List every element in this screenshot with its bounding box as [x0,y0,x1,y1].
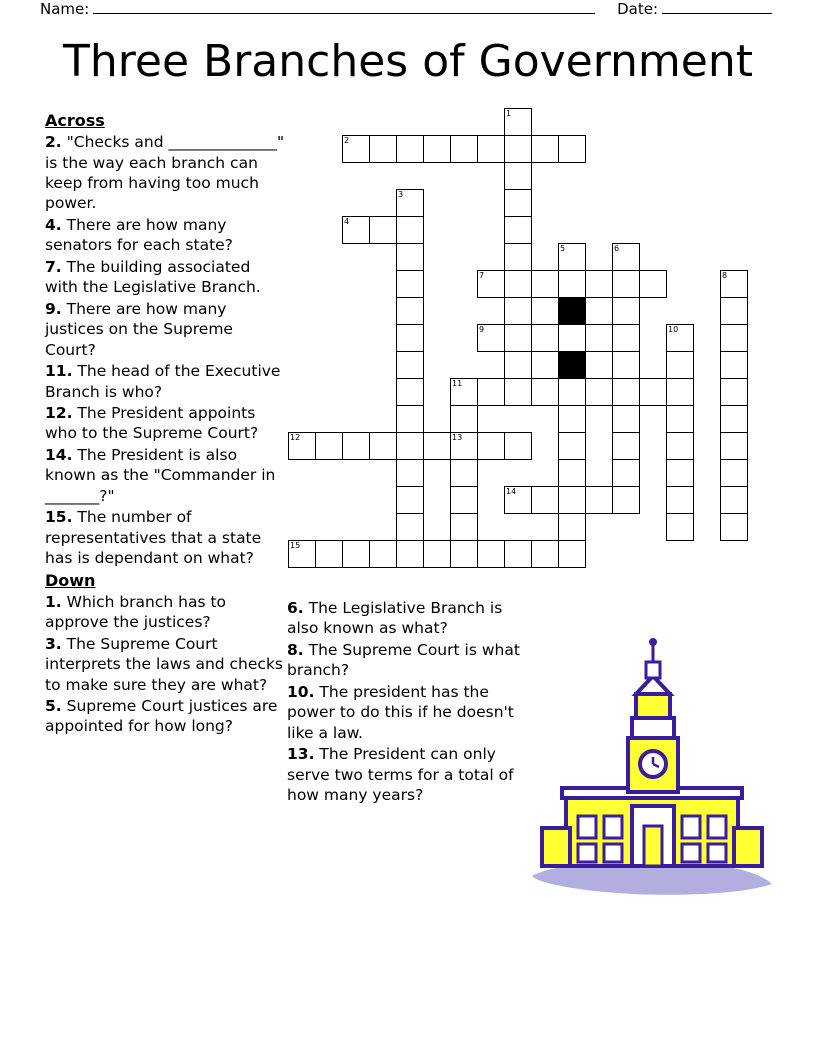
clue-text: The President appoints who to the Supreme Court? [45,404,259,443]
grid-cell-number: 1 [506,109,512,118]
clues-column-left [45,110,285,738]
grid-cell[interactable] [504,351,532,379]
grid-cell[interactable] [504,378,532,406]
grid-cell[interactable] [396,324,424,352]
grid-cell[interactable] [450,432,478,460]
grid-cell[interactable] [342,432,370,460]
grid-cell-number: 15 [290,541,301,550]
grid-cell[interactable] [396,189,424,217]
grid-cell[interactable] [558,513,586,541]
grid-cell[interactable] [666,432,694,460]
grid-cell[interactable] [396,432,424,460]
grid-cell[interactable] [666,324,694,352]
grid-cell[interactable] [720,378,748,406]
grid-cell[interactable] [666,351,694,379]
clue-item [287,744,527,805]
grid-cell[interactable] [423,540,451,568]
clue-text: "Checks and ______________" is the way each branch can keep from having too much power. [45,133,285,213]
grid-cell[interactable] [450,405,478,433]
grid-cell-number: 10 [668,325,679,334]
grid-cell[interactable] [315,432,343,460]
clue-text: There are how many senators for each state? [45,215,233,255]
clue-number: 14. [45,445,73,464]
grid-cell[interactable] [396,351,424,379]
grid-cell[interactable] [531,378,559,406]
date-label: Date: [617,0,658,18]
grid-cell[interactable] [666,378,694,406]
across-clue-list [45,132,285,569]
clue-item [45,634,285,695]
clue-number: 15. [45,508,73,527]
grid-cell[interactable] [504,162,532,190]
grid-cell[interactable] [396,405,424,433]
grid-cell[interactable] [396,216,424,244]
grid-cell[interactable] [504,108,532,136]
name-date-line [40,0,776,24]
grid-cell[interactable] [612,486,640,514]
grid-cell[interactable] [612,324,640,352]
grid-cell[interactable] [396,513,424,541]
grid-cell[interactable] [558,405,586,433]
grid-cell[interactable] [477,324,505,352]
grid-cell[interactable] [450,135,478,163]
grid-cell[interactable] [558,135,586,163]
grid-cell[interactable] [558,459,586,487]
grid-cell[interactable] [666,513,694,541]
grid-cell[interactable] [396,297,424,325]
clue-number: 9. [45,299,62,318]
clue-item [45,592,285,633]
clue-number: 7. [45,257,62,276]
grid-cell[interactable] [477,540,505,568]
grid-cell[interactable] [612,243,640,271]
grid-cell[interactable] [450,486,478,514]
grid-cell[interactable] [423,432,451,460]
clue-text: The president has the power to do this if he doesn't like a law. [287,682,514,742]
grid-cell[interactable] [720,486,748,514]
clue-number: 11. [45,362,73,381]
grid-cell[interactable] [558,432,586,460]
grid-cell[interactable] [504,297,532,325]
grid-cell[interactable] [531,270,559,298]
grid-cell[interactable] [558,324,586,352]
date-blank-line[interactable] [662,13,772,14]
grid-cell[interactable] [369,216,397,244]
clue-text: Which branch has to approve the justices? [45,592,227,632]
grid-cell-blocked [558,297,586,325]
clue-number: 5. [45,697,62,715]
grid-cell-number: 8 [722,271,728,280]
grid-cell[interactable] [477,432,505,460]
grid-cell-number: 9 [479,325,485,334]
grid-cell[interactable] [315,540,343,568]
grid-cell[interactable] [450,459,478,487]
grid-cell-number: 7 [479,271,485,280]
clue-number: 2. [45,133,62,152]
clue-text: The President is also known as the "Commander in _______?" [45,445,276,505]
grid-cell[interactable] [531,540,559,568]
grid-cell-number: 5 [560,244,566,253]
grid-cell[interactable] [531,135,559,163]
clue-item [45,132,285,214]
grid-cell[interactable] [396,540,424,568]
clue-number: 4. [45,215,62,234]
grid-cell[interactable] [504,540,532,568]
clues-column-right [287,598,527,807]
grid-cell[interactable] [396,378,424,406]
grid-cell[interactable] [504,216,532,244]
grid-cell[interactable] [558,378,586,406]
grid-cell[interactable] [342,540,370,568]
grid-cell[interactable] [558,540,586,568]
grid-cell[interactable] [639,378,667,406]
grid-cell[interactable] [720,270,748,298]
grid-cell[interactable] [720,459,748,487]
grid-cell[interactable] [504,189,532,217]
grid-cell[interactable] [585,378,613,406]
grid-cell[interactable] [396,486,424,514]
grid-cell[interactable] [558,270,586,298]
grid-cell[interactable] [477,135,505,163]
grid-cell[interactable] [369,432,397,460]
grid-cell[interactable] [396,135,424,163]
grid-cell[interactable] [666,405,694,433]
grid-cell-number: 4 [344,217,350,226]
grid-cell-blocked [558,351,586,379]
grid-cell-number: 2 [344,136,350,145]
grid-cell[interactable] [720,324,748,352]
grid-cell[interactable] [369,540,397,568]
name-blank-line[interactable] [93,13,595,14]
grid-cell[interactable] [666,459,694,487]
grid-cell[interactable] [477,378,505,406]
clue-number: 1. [45,592,62,611]
grid-cell[interactable] [639,270,667,298]
grid-cell[interactable] [720,351,748,379]
grid-cell-number: 3 [398,190,404,199]
grid-cell[interactable] [612,432,640,460]
grid-cell[interactable] [288,540,316,568]
clue-text: The President can only serve two terms for a total of how many years? [287,745,514,805]
clue-item [45,696,285,737]
grid-cell[interactable] [504,324,532,352]
grid-cell[interactable] [450,540,478,568]
clue-number: 3. [45,634,62,653]
grid-cell[interactable] [342,135,370,163]
grid-cell[interactable] [450,378,478,406]
grid-cell-number: 11 [452,379,463,388]
clue-text: The Supreme Court is what branch? [287,640,520,680]
clue-number: 12. [45,404,73,422]
grid-cell[interactable] [720,297,748,325]
clue-item [287,682,527,743]
grid-cell[interactable] [558,486,586,514]
grid-cell[interactable] [531,486,559,514]
grid-cell[interactable] [612,405,640,433]
clue-item [287,598,527,639]
grid-cell[interactable] [396,270,424,298]
grid-cell[interactable] [585,270,613,298]
grid-cell[interactable] [612,378,640,406]
grid-cell[interactable] [612,270,640,298]
grid-cell[interactable] [720,405,748,433]
grid-cell[interactable] [612,459,640,487]
grid-cell[interactable] [585,486,613,514]
clue-item [45,361,285,402]
clue-text: Supreme Court justices are appointed for how long? [45,697,278,736]
grid-cell[interactable] [504,486,532,514]
down-heading: Down [45,570,96,590]
grid-cell[interactable] [396,459,424,487]
grid-cell-number: 14 [506,487,517,496]
grid-cell[interactable] [504,135,532,163]
clue-item [45,299,285,360]
down-clue-list-right [287,598,527,806]
clue-number: 10. [287,682,315,701]
grid-cell[interactable] [504,243,532,271]
grid-cell[interactable] [720,432,748,460]
independence-hall-icon [528,630,778,910]
grid-cell[interactable] [720,513,748,541]
clue-item [287,640,527,681]
grid-cell[interactable] [504,432,532,460]
grid-cell[interactable] [531,324,559,352]
grid-cell-number: 6 [614,244,620,253]
clue-number: 6. [287,599,304,617]
grid-cell[interactable] [288,432,316,460]
grid-cell-number: 13 [452,433,463,442]
grid-cell[interactable] [612,351,640,379]
clue-item [45,445,285,506]
across-heading: Across [45,111,105,130]
down-clue-list-left [45,592,285,737]
grid-cell[interactable] [342,216,370,244]
clue-item [45,507,285,568]
grid-cell[interactable] [585,324,613,352]
grid-cell[interactable] [423,135,451,163]
clue-item [45,257,285,298]
grid-cell[interactable] [612,297,640,325]
grid-cell-number: 12 [290,433,301,442]
clue-text: The Legislative Branch is also known as what? [287,599,503,638]
grid-cell[interactable] [558,243,586,271]
clue-number: 8. [287,640,304,659]
clue-text: There are how many justices on the Supreme Court? [45,299,233,359]
page-title: Three Branches of Government [63,36,753,87]
clue-item [45,215,285,256]
grid-cell[interactable] [477,270,505,298]
clue-text: The Supreme Court interprets the laws and checks to make sure they are what? [45,634,283,694]
grid-cell[interactable] [396,243,424,271]
clue-text: The number of representatives that a state has is dependant on what? [45,508,262,568]
name-label: Name: [40,0,90,18]
grid-cell[interactable] [504,270,532,298]
grid-cell[interactable] [666,486,694,514]
clue-number: 13. [287,745,315,764]
clue-text: The building associated with the Legislative Branch. [45,257,261,297]
grid-cell[interactable] [450,513,478,541]
clue-text: The head of the Executive Branch is who? [45,362,281,401]
clue-item [45,403,285,444]
grid-cell[interactable] [369,135,397,163]
